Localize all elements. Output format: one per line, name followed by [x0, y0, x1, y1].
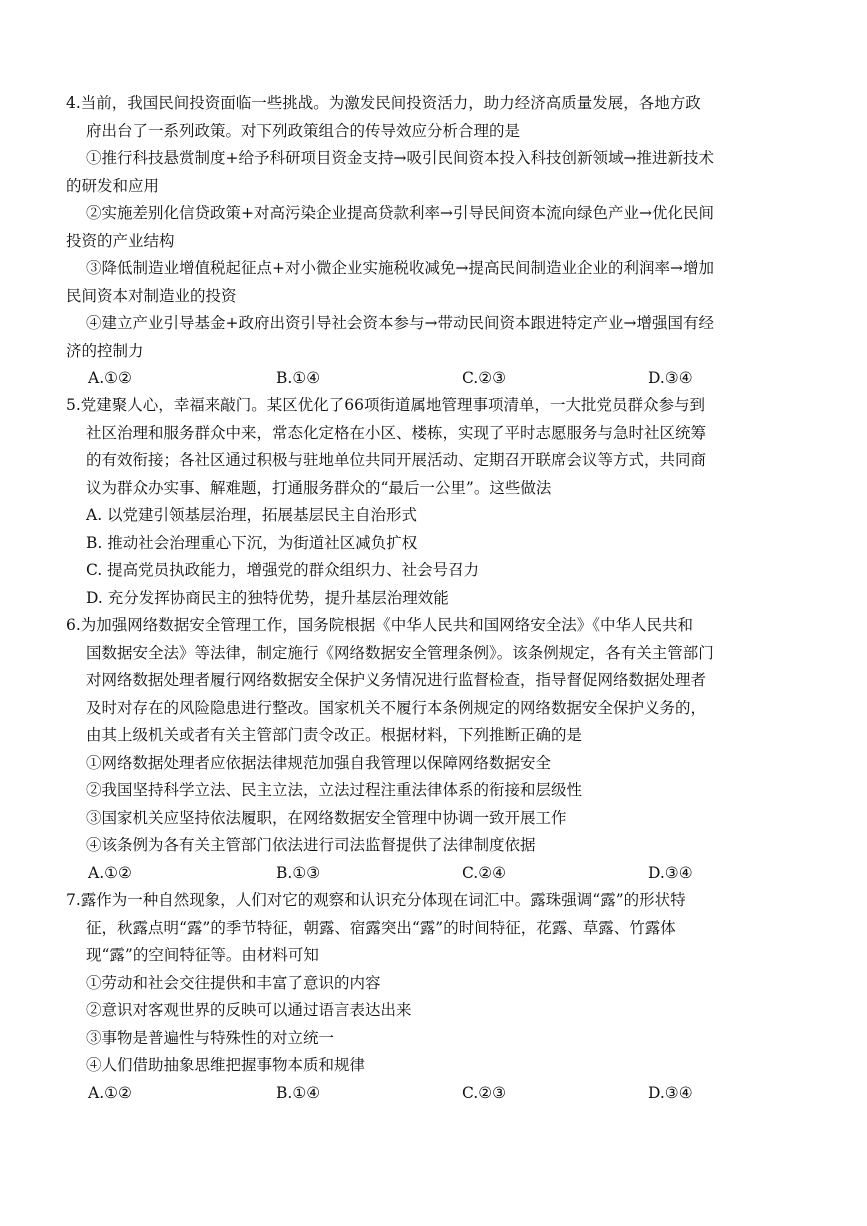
option-a: A.①②: [88, 863, 132, 882]
question-stem: 的有效衔接；各社区通过积极与驻地单位共同开展活动、定期召开联席会议等方式，共同商: [86, 451, 707, 469]
statement-item: ①劳动和社会交往提供和丰富了意识的内容: [86, 973, 381, 992]
answer-options: [66, 1080, 806, 1108]
statement-item: ③国家机关应坚持依法履职，在网络数据安全管理中协调一致开展工作: [86, 808, 567, 827]
statement-item: ①网络数据处理者应依据法律规范加强自我管理以保障网络数据安全: [86, 753, 552, 772]
question-stem: 对网络数据处理者履行网络数据安全保护义务情况进行监督检查，指导督促网络数据处理者: [86, 671, 707, 689]
question-stem: 府出台了一系列政策。对下列政策组合的传导效应分析合理的是: [86, 121, 521, 140]
question-stem: 7.露作为一种自然现象，人们对它的观察和认识充分体现在词汇中。露珠强调“露”的形状特: [66, 891, 686, 909]
option-d: D.③④: [648, 369, 693, 387]
option-d: D. 充分发挥协商民主的独特优势，提升基层治理效能: [86, 588, 449, 607]
question-stem: 现“露”的空间特征等。由材料可知: [86, 946, 319, 964]
option-c: C.②③: [462, 1083, 507, 1102]
statement-item: 民间资本对制造业的投资: [66, 286, 237, 305]
option-d: D.③④: [648, 863, 693, 882]
statement-item: ②实施差别化信贷政策+对高污染企业提高贷款利率→引导民间资本流向绿色产业→优化民间: [86, 204, 714, 222]
statement-item: 济的控制力: [66, 341, 144, 360]
question-stem: 由其上级机关或者有关主管部门责令改正。根据材料，下列推断正确的是: [86, 726, 583, 744]
answer-options: [66, 365, 806, 393]
statement-item: ②我国坚持科学立法、民主立法，立法过程注重法律体系的衔接和层级性: [86, 781, 583, 799]
question-6: [66, 612, 806, 887]
statement-item: ③事物是普遍性与特殊性的对立统一: [86, 1028, 335, 1047]
answer-options: [66, 860, 806, 888]
option-c: C.②④: [462, 863, 507, 882]
option-c: C. 提高党员执政能力，增强党的群众组织力、社会号召力: [86, 561, 480, 579]
option-b: B.①④: [276, 1083, 321, 1102]
option-b: B.①③: [276, 863, 321, 882]
statement-item: ①推行科技悬赏制度+给予科研项目资金支持→吸引民间资本投入科技创新领域→推进新技术: [86, 149, 714, 167]
statement-item: ④该条例为各有关主管部门依法进行司法监督提供了法律制度依据: [86, 836, 536, 854]
statement-item: ③降低制造业增值税起征点+对小微企业实施税收减免→提高民间制造业企业的利润率→增加: [86, 259, 714, 277]
question-stem: 及时对存在的风险隐患进行整改。国家机关不履行本条例规定的网络数据安全保护义务的，: [86, 698, 707, 717]
question-stem: 6.为加强网络数据安全管理工作，国务院根据《中华人民共和国网络安全法》《中华人民共和: [66, 616, 694, 634]
option-a: A.①②: [88, 369, 132, 387]
statement-item: 投资的产业结构: [66, 231, 175, 250]
option-c: C.②③: [462, 369, 507, 387]
option-d: D.③④: [648, 1083, 693, 1102]
statement-item: 的研发和应用: [66, 176, 160, 195]
question-stem: 议为群众办实事、解难题，打通服务群众的“最后一公里”。这些做法: [86, 478, 552, 497]
question-stem: 社区治理和服务群众中来，常态化定格在小区、楼栋，实现了平时志愿服务与急时社区统筹: [86, 423, 707, 442]
statement-item: ④建立产业引导基金+政府出资引导社会资本参与→带动民间资本跟进特定产业→增强国有经: [86, 314, 714, 332]
option-a: A. 以党建引领基层治理，拓展基层民主自治形式: [86, 506, 418, 524]
option-b: B.①④: [276, 369, 321, 387]
statement-item: ④人们借助抽象思维把握事物本质和规律: [86, 1056, 366, 1074]
question-stem: 4.当前，我国民间投资面临一些挑战。为激发民间投资活力，助力经济高质量发展，各地方政: [66, 94, 701, 112]
option-b: B. 推动社会治理重心下沉，为街道社区减负扩权: [86, 533, 418, 552]
question-5: [66, 392, 806, 612]
question-4: [66, 90, 806, 393]
question-stem: 5.党建聚人心，幸福来敲门。某区优化了66项街道属地管理事项清单，一大批党员群众参与到: [66, 396, 706, 414]
question-stem: 国数据安全法》等法律，制定施行《网络数据安全管理条例》。该条例规定，各有关主管部门: [86, 643, 714, 662]
question-7: [66, 887, 806, 1107]
question-stem: 征，秋露点明“露”的季节特征，朝露、宿露突出“露”的时间特征，花露、草露、竹露体: [86, 918, 676, 937]
option-a: A.①②: [88, 1083, 132, 1102]
statement-item: ②意识对客观世界的反映可以通过语言表达出来: [86, 1001, 412, 1019]
